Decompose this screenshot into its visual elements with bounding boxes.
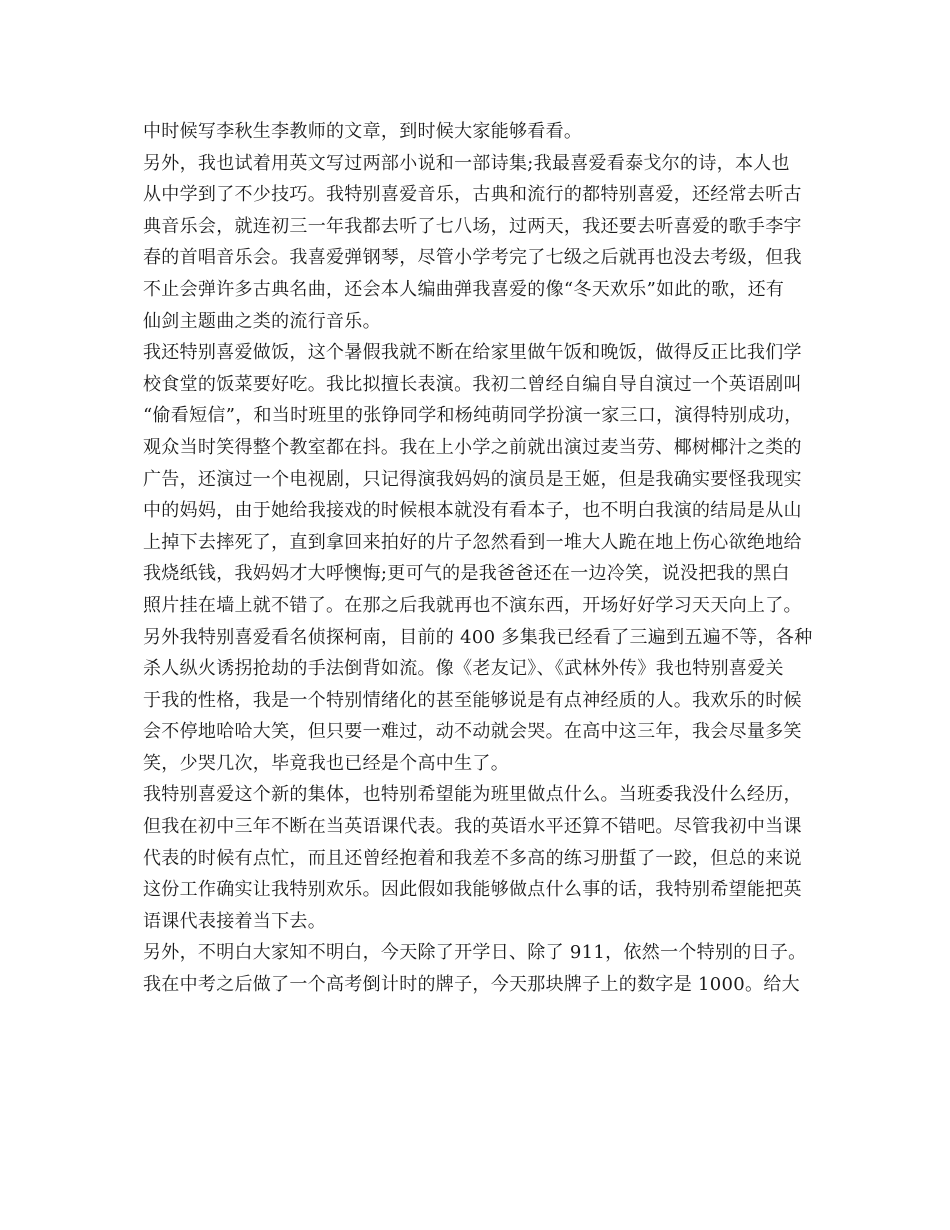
text-line: 另外，不明白大家知不明白，今天除了开学日、除了 911，依然一个特别的日子。 [143, 942, 807, 964]
text-line: 杀人纵火诱拐抢劫的手法倒背如流。像《老友记》、《武林外传》我也特别喜爱关 [143, 658, 784, 680]
text-line: 照片挂在墙上就不错了。在那之后我就再也不演东西，开场好好学习天天向上了。 [143, 594, 802, 616]
text-line: 我烧纸钱，我妈妈才大呼懊悔;更可气的是我爸爸还在一边冷笑，说没把我的黑白 [143, 563, 790, 585]
text-line: 代表的时候有点忙，而且还曾经抱着和我差不多高的练习册蜇了一跤，但总的来说 [143, 847, 802, 869]
text-line: 会不停地哈哈大笑，但只要一难过，动不动就会哭。在高中这三年，我会尽量多笑 [143, 721, 802, 743]
text-line: 这份工作确实让我特别欢乐。因此假如我能够做点什么事的话，我特别希望能把英 [143, 879, 802, 901]
text-line: 典音乐会，就连初三一年我都去听了七八场，过两天，我还要去听喜爱的歌手李宇 [143, 215, 802, 237]
text-line: 但我在初中三年不断在当英语课代表。我的英语水平还算不错吧。尽管我初中当课 [143, 816, 802, 838]
text-line: 上掉下去摔死了，直到拿回来拍好的片子忽然看到一堆大人跪在地上伤心欲绝地给 [143, 531, 802, 553]
text-line: 我还特别喜爱做饭，这个暑假我就不断在给家里做午饭和晚饭，做得反正比我们学 [143, 342, 802, 364]
text-line: 从中学到了不少技巧。我特别喜爱音乐，古典和流行的都特别喜爱，还经常去听古 [143, 184, 802, 206]
text-line: 另外我特别喜爱看名侦探柯南，目前的 400 多集我已经看了三遍到五遍不等，各种 [143, 626, 813, 648]
text-line: 我特别喜爱这个新的集体，也特别希望能为班里做点什么。当班委我没什么经历， [143, 784, 802, 806]
text-line: 观众当时笑得整个教室都在抖。我在上小学之前就出演过麦当劳、椰树椰汁之类的 [143, 436, 802, 458]
text-line: 不止会弹许多古典名曲，还会本人编曲弹我喜爱的像“冬天欢乐”如此的歌，还有 [143, 278, 785, 300]
text-line: 另外，我也试着用英文写过两部小说和一部诗集;我最喜爱看泰戈尔的诗，本人也 [143, 152, 790, 174]
text-line: 春的首唱音乐会。我喜爱弹钢琴，尽管小学考完了七级之后就再也没去考级，但我 [143, 247, 802, 269]
text-line: 广告，还演过一个电视剧，只记得演我妈妈的演员是王姬，但是我确实要怪我现实 [143, 468, 802, 490]
text-line: 仙剑主题曲之类的流行音乐。 [143, 310, 381, 332]
text-line: 中时候写李秋生李教师的文章，到时候大家能够看看。 [143, 121, 583, 142]
text-line: 语课代表接着当下去。 [143, 910, 326, 932]
text-line: 中的妈妈，由于她给我接戏的时候根本就没有看本子，也不明白我演的结局是从山 [143, 500, 802, 522]
text-line: 于我的性格，我是一个特别情绪化的甚至能够说是有点神经质的人。我欢乐的时候 [143, 689, 802, 711]
text-line: 笑，少哭几次，毕竟我也已经是个高中生了。 [143, 752, 509, 774]
text-line: “偷看短信”，和当时班里的张铮同学和杨纯萌同学扮演一家三口，演得特别成功， [143, 405, 803, 427]
text-line: 我在中考之后做了一个高考倒计时的牌子，今天那块牌子上的数字是 1000。给大 [143, 974, 800, 996]
text-line: 校食堂的饭菜要好吃。我比拟擅长表演。我初二曾经自编自导自演过一个英语剧叫 [143, 373, 802, 395]
body-text [143, 116, 823, 1001]
